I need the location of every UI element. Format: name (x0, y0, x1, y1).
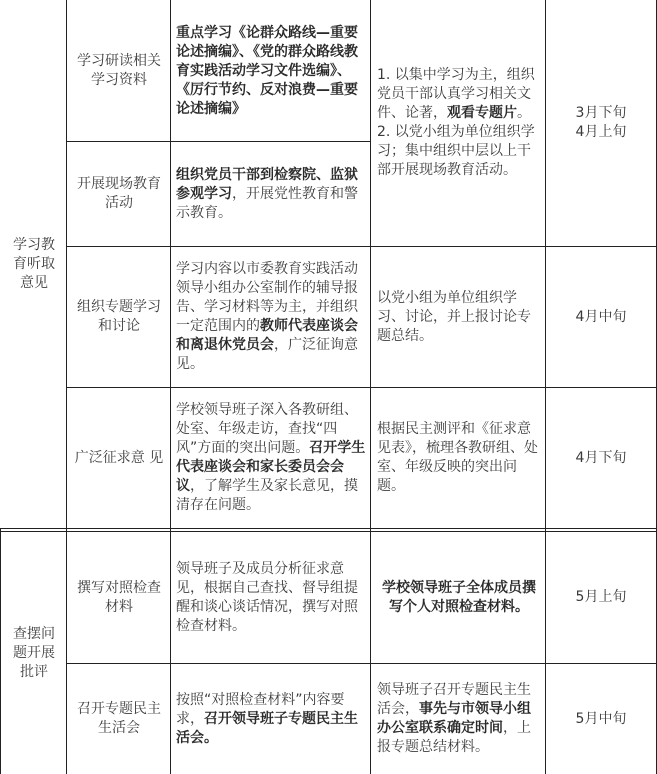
time-cell: 4月中旬 (575, 308, 627, 325)
time-cell: 4月下旬 (575, 449, 627, 466)
method-cell (377, 247, 541, 387)
content-cell (176, 664, 366, 774)
time-cell: 5月中旬 (575, 710, 627, 727)
body-text: 根据民主测评和《征求意见表》，梳理各教研组、处室、年级反映的突出问题。 (377, 421, 538, 494)
body-text: 领导班子及成员分析征求意见，根据自己查找、督导组提醒和谈心谈话情况，撰写对照检查材料。 (176, 560, 358, 634)
content-cell (176, 388, 366, 528)
body-text: 领导班子召开专题民主生活会， (377, 682, 531, 717)
content-cell (176, 247, 366, 387)
body-text: ，上报专题总结材料。 (377, 720, 531, 755)
emphasis-text: 事先与市领导小组办公室联系确定时间 (377, 701, 531, 736)
time-cell: 5月上旬 (575, 589, 627, 605)
method-cell (377, 0, 541, 246)
body-text: ，了解学生及家长意见，摸清存在问题。 (176, 478, 358, 513)
step-label: 广泛征求意 见 (74, 449, 164, 466)
emphasis-text: 教师代表座谈会和离退休党员会 (176, 318, 358, 353)
body-text: 以党小组为单位组织学习、讨论，并上报讨论专题总结。 (377, 289, 531, 344)
step-label: 召开专题民主生活会 (77, 701, 161, 736)
step-label: 撰写对照检查材料 (77, 579, 161, 615)
body-text: 学习内容以市委教育实践活动领导小组办公室制作的辅导报告、学习材料等为主，并组织一定范围内的 (176, 261, 358, 334)
body-text: ，广泛征询意见。 (176, 337, 358, 372)
step-label: 组织专题学习和讨论 (77, 299, 161, 334)
emphasis-text: 学校领导班子全体成员撰写个人对照检查材料。 (382, 579, 536, 615)
body-text: 。 (517, 105, 531, 121)
time-cell: 3月下旬 4月上旬 (575, 105, 627, 140)
content-cell (176, 0, 366, 141)
method-cell (377, 388, 541, 528)
emphasis-text: 召开领导班子专题民主生活会。 (176, 710, 358, 746)
body-text: ，开展党性教育和警示教育。 (176, 185, 358, 221)
content-cell (176, 532, 366, 663)
emphasis-text: 召开学生代表座谈会和家长委员会会议 (176, 440, 366, 494)
body-text: 学校领导班子深入各教研组、处室、年级走访，查找“四风”方面的突出问题。 (176, 402, 358, 456)
body-text: 1. 以集中学习为主，组织党员干部认真学习相关文件、论著， (377, 67, 535, 121)
step-label: 开展现场教育活动 (77, 176, 161, 211)
content-cell (176, 142, 366, 246)
stage-label: 查摆问题开展批评 (13, 625, 55, 680)
body-text: 2. 以党小组为单位组织学习；集中组织中层以上干部开展现场教育活动。 (377, 124, 535, 178)
stage-label: 学习教育听取意见 (13, 236, 55, 291)
emphasis-text: 组织党员干部到检察院、监狱参观学习 (176, 166, 358, 202)
body-text: 按照“对照检查材料”内容要求， (176, 691, 345, 727)
method-cell (377, 532, 541, 663)
step-label: 学习研读相关学习资料 (77, 52, 161, 88)
emphasis-text: 重点学习《论群众路线—重要论述摘编》、《党的群众路线教育实践活动学习文件选编》、《厉行节约、反对浪费—重要论述摘编》 (176, 25, 358, 117)
method-cell (377, 664, 541, 774)
emphasis-text: 观看专题片 (447, 105, 517, 121)
